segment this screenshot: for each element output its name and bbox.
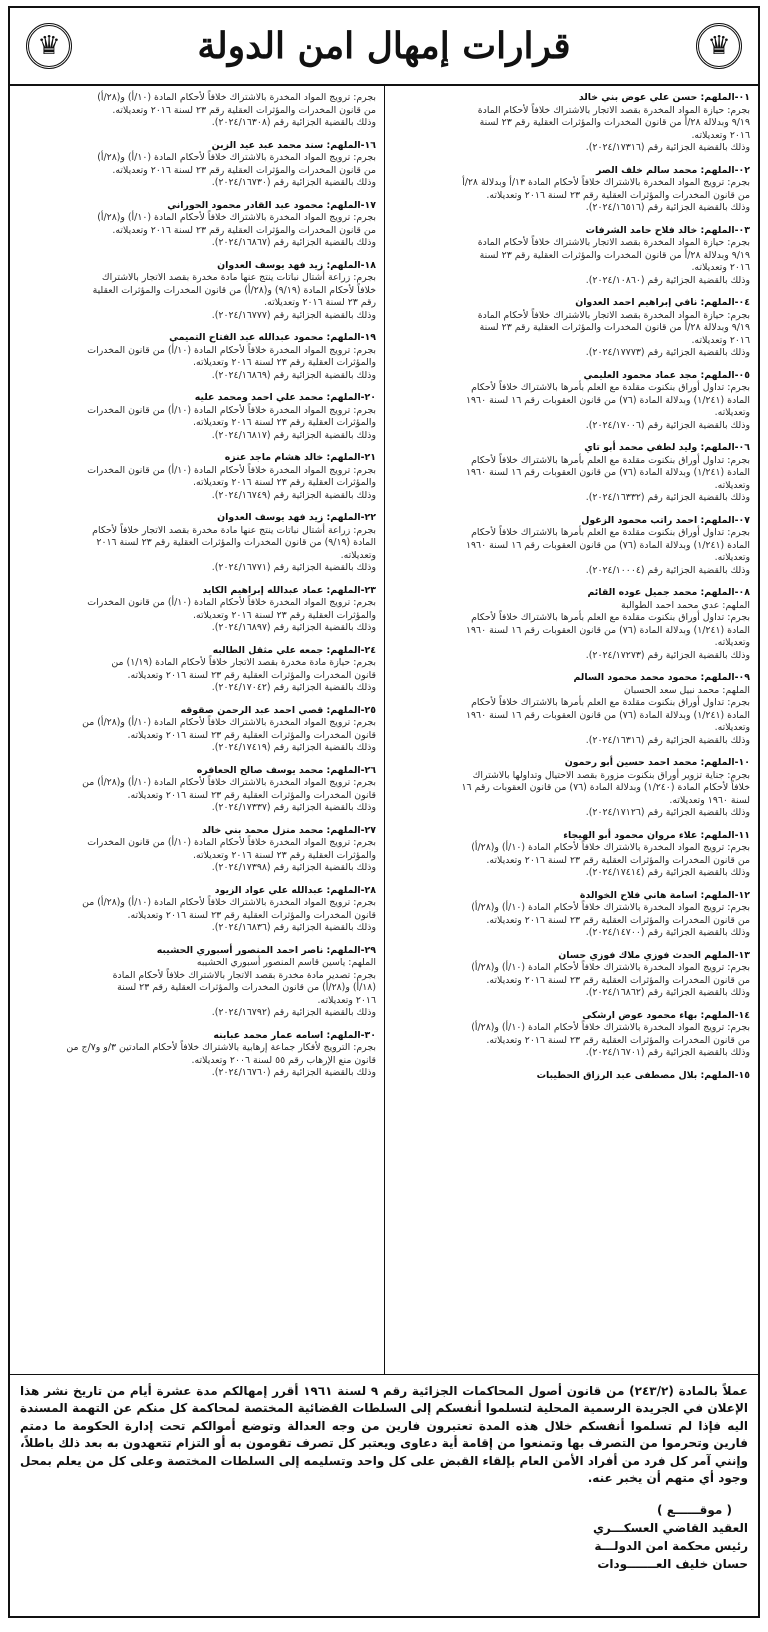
notice-entry [18,585,376,635]
defendant-name: ٢٨-الملهم: عبدالله علي عواد الزيود [214,884,376,896]
entry-text-line: خلافاً لأحكام المادة (٩/١٩) و(٢٨/أ) من قانون المخدرات والمؤثرات العقلية [92,284,376,296]
entry-text-line: وذلك بالقضية الجزائية رقم (٢٠٢٤/١٦٧٣٠). [211,177,376,188]
defendant-name: ٢٤-الملهم: جمعه علي مثقل الطالبه [212,644,376,656]
notice-footer [10,1375,758,1573]
entry-text-line: وذلك بالقضية الجزائية رقم (٢٠٢٤/١٦٧٩٢). [211,1007,376,1018]
entry-text-line: وذلك بالقضية الجزائية رقم (٢٠٢٤/١٦٧٧٧). [211,309,376,321]
entry-text-line: بجرم: تداول أوراق بنكنوت مقلدة مع العلم بأمرها بالاشتراك خلافاً لأحكام [471,382,750,393]
notice-header [10,8,758,86]
defendant-name: ١٠-الملهم: محمد احمد حسين أبو رحمون [564,757,750,768]
entry-text-line: المادة (١/٢٤١) وبدلالة المادة (٧٦) من قانون العقوبات رقم ١٦ لسنة ١٩٦٠ [465,394,750,406]
notice-entry [393,757,750,820]
entry-text-line: وتعديلاته. [340,549,376,561]
entry-text-line: والمؤثرات العقلية رقم ٢٣ لسنة ٢٠١٦ وتعديلاته. [192,849,376,861]
notice-entry [18,260,376,323]
entry-text-line: بجرم: تداول أوراق بنكنوت مقلدة مع العلم بأمرها بالاشتراك خلافاً لأحكام [471,527,750,538]
defendant-name: ١١-الملهم: علاء مروان محمود أبو الهيجاء [563,829,750,841]
entry-text-line: بجرم: ترويج المواد المخدرة بالاشتراك خلافاً لأحكام المادة (١٠/أ) و(٢٨/أ) من [82,777,376,788]
entry-text-line: وذلك بالقضية الجزائية رقم (٢٠٢٤/١٧٧٧٣). [585,347,750,358]
entry-text-line: وذلك بالقضية الجزائية رقم (٢٠٢٤/١٦٧٤٩). [211,489,376,501]
defendant-name: ٣٠-الملهم: اسامه عمار محمد عبابنه [213,1029,376,1041]
entry-text-line: بجرم: تداول أوراق بنكنوت مقلدة مع العلم بأمرها بالاشتراك خلافاً لأحكام [471,612,750,623]
notice-entry [18,512,376,575]
entry-text-line: بجرم: ترويج المواد المخدرة بالاشتراك خلافاً لأحكام المادة (١٠/أ) و(٢٨/أ) [97,152,376,163]
entry-text-line: والمؤثرات العقلية رقم ٢٣ لسنة ٢٠١٦ وتعديلاته. [192,417,376,428]
crown-emblem-icon: ♛ [696,23,742,69]
notice-entry [18,140,376,190]
entry-text-line: بجرم: حيازة المواد المخدرة بقصد الاتجار بالاشتراك خلافاً لأحكام المادة [477,104,750,116]
notice-entry [393,830,750,880]
defendant-name: ٢٧-الملهم: محمد منزل محمد بني خالد [202,824,376,836]
right-column [384,86,758,1374]
entry-text-line: رقم ٢٣ لسنة ٢٠١٦ وتعديلاته. [264,297,376,308]
entry-text-line: وذلك بالقضية الجزائية رقم (٢٠٢٤/١٠٠٠٤). [585,564,750,576]
entry-text-line: قانون منع الإرهاب رقم ٥٥ لسنة ٢٠٠٦ وتعديلاته. [191,1054,376,1066]
entries-columns [10,86,758,1375]
defendant-name: ٠٤-الملهم: نافي إبراهيم احمد العدوان [575,297,750,308]
entry-text-line: بجرم: ترويج المواد المخدرة بالاشتراك خلافاً لأحكام المادة ١٣/أ وبدلالة ٢٨/أ [462,177,750,188]
defendant-name: ١٩-الملهم: محمود عبدالله عبد الفتاح التميمي [169,332,376,343]
entry-text-line: والمؤثرات العقلية رقم ٢٣ لسنة ٢٠١٦ وتعديلاته. [192,609,376,621]
entry-text-line: المادة (١/٢٤١) وبدلالة المادة (٧٦) من قانون العقوبات رقم ١٦ لسنة ١٩٦٠ [465,624,750,636]
entry-text-line: بجرم: ترويج المواد المخدرة خلافاً لأحكام المادة (١٠/أ) من قانون المخدرات [87,344,376,356]
entry-text-line: قانون المخدرات والمؤثرات العقلية رقم ٢٣ لسنة ٢٠١٦ وتعديلاته. [127,729,376,741]
defendant-name: ١٣-الملهم الحدث فوزي ملاك فوزي حسان [558,949,750,961]
entry-text-line: وتعديلاته. [714,722,750,733]
notice-entry [18,92,376,130]
entry-text-line: وتعديلاته. [714,407,750,418]
notice-entry [18,1030,376,1080]
entry-text-line: وذلك بالقضية الجزائية رقم (٢٠٢٤/١٦٣٠٨). [211,117,376,128]
entry-text-line: بجرم: ترويج المواد المخدرة خلافاً لأحكام المادة (١٠/أ) من قانون المخدرات [87,464,376,476]
entry-text-line: قانون المخدرات والمؤثرات العقلية رقم ٢٣ لسنة ٢٠١٦ وتعديلاته. [127,909,376,921]
signer-name: حسان خليف العـــــــودات [597,1557,748,1572]
entry-text-line: وذلك بالقضية الجزائية رقم (٢٠٢٤/١٦٨١٧). [211,429,376,441]
entry-text-line: وذلك بالقضية الجزائية رقم (٢٠٢٤/١٧١٢٦). [585,807,750,818]
notice-entry [18,645,376,695]
page-title: قرارات إمهال امن الدولة [197,25,571,67]
entry-text-line: وذلك بالقضية الجزائية رقم (٢٠٢٤/١٦٣٣٢). [585,492,750,503]
entry-text-line: لسنة ١٩٦٠ وتعديلاته. [669,794,750,806]
signature-block [20,1501,748,1573]
entry-text-line: المادة (١/٢٤١) وبدلالة المادة (٧٦) من قانون العقوبات رقم ١٦ لسنة ١٩٦٠ [465,709,750,721]
entry-text-line: الملهم: محمد نبيل سعد الحسبان [623,684,750,696]
defendant-name: ٠٢-الملهم: محمد سالم خلف الصر [596,164,750,176]
notice-entry [18,945,376,1020]
notice-entry [393,515,750,578]
entry-text-line: وذلك بالقضية الجزائية رقم (٢٠٢٤/١٦٨٦٧). [211,237,376,248]
defendant-name: ٢٣-الملهم: عماد عبدالله إبراهيم الكايد [202,584,376,596]
footer-paragraph: عملاً بالمادة (٢٤٣/٢) من قانون أصول المحاكمات الجزائية رقم ٩ لسنة ١٩٦١ أقرر إمهالكم مدة عشرة أيام من تاريخ نشر هذا الإعلان في الجريدة الرسمية المحلية لتسلموا أنفسكم إلى السلطات القضائية المختصة لمحاكمة كل منكم عن التهمة المسندة اليه فإذا لم تسلموا أنفسكم خلال هذه المدة تعتبرون فارين من وجه العدالة وتوضع أموالكم تحت إدارة الحكومة ما دمتم فارين وتحرموا من التصرف بها وتمنعوا من إقامة أية دعاوى ويعتبر كل تصرف تقومون به أو التزام تتعهدون به بعد ذلك باطلاً، وإنني آمر كل فرد من أفراد الأمن العام بإلقاء القبض على كل واحد وتسليمه إلى السلطات المختصة وعلى كل من يعلم بمحل وجود أي متهم أن يخبر عنه. [20,1384,748,1485]
entry-text-line: وذلك بالقضية الجزائية رقم (٢٠٢٤/١٦٥١٦). [585,202,750,213]
defendant-name: ٠٦-الملهم: وليد لطفي محمد أبو تاي [584,442,750,453]
entry-text-line: ٢٠١٦ وتعديلاته. [691,129,750,141]
defendant-name: ٢٢-الملهم: زيد فهد يوسف العدوان [217,512,376,523]
entry-text-line: ٢٠١٦ وتعديلاته. [691,262,750,273]
defendant-name: ٠٣-الملهم: خالد فلاح حامد الشرفات [585,224,750,236]
defendant-name: ١٨-الملهم: زيد فهد يوسف العدوان [217,259,376,271]
entry-text-line: ٢٠١٦ وتعديلاته. [691,334,750,346]
notice-entry [393,587,750,662]
entry-text-line: قانون المخدرات والمؤثرات العقلية رقم ٢٣ لسنة ٢٠١٦ وتعديلاته. [127,789,376,801]
entry-text-line: من قانون المخدرات والمؤثرات العقلية رقم ٢٣ لسنة ٢٠١٦ وتعديلاته. [112,104,376,116]
notice-entry [393,297,750,360]
notice-entry [18,452,376,502]
notice-entry [393,890,750,940]
entry-text-line: من قانون المخدرات والمؤثرات العقلية رقم ٢٣ لسنة ٢٠١٦ وتعديلاته. [486,189,750,201]
entry-text-line: بجرم: ترويج المواد المخدرة بالاشتراك خلافاً لأحكام المادة (١٠/أ) و(٢٨/أ) [471,842,750,853]
entry-text-line: وذلك بالقضية الجزائية رقم (٢٠٢٤/١٧٠٤٢). [211,682,376,693]
entry-text-line: بجرم: جناية تزوير أوراق بنكنوت مزورة بقصد الاحتيال وتداولها بالاشتراك [472,769,750,781]
defendant-name: ٢٦-الملهم: محمد يوسف صالح الحعافره [196,764,376,776]
entry-text-line: بجرم: الترويج لأفكار جماعة إرهابية بالاشتراك خلافاً لأحكام المادتين ٣/و و٧/ج من [66,1042,376,1053]
defendant-name: ٠٧-الملهم: احمد راتب محمود الزغول [581,514,750,526]
entry-text-line: الملهم: ياسين قاسم المنصور أسبوري الحشيبه [196,957,376,968]
entry-text-line: بجرم: ترويج المواد المخدرة خلافاً لأحكام المادة (١٠/أ) من قانون المخدرات [87,837,376,848]
entry-text-line: من قانون المخدرات والمؤثرات العقلية رقم ٢٣ لسنة ٢٠١٦ وتعديلاته. [112,164,376,176]
entry-text-line: بجرم: ترويج المواد المخدرة خلافاً لأحكام المادة (١٠/أ) من قانون المخدرات [87,597,376,608]
notice-entry [393,1010,750,1060]
entry-text-line: المادة (١/٢٤١) وبدلالة المادة (٧٦) من قانون العقوبات رقم ١٦ لسنة ١٩٦٠ [465,467,750,478]
entry-text-line: وذلك بالقضية الجزائية رقم (٢٠٢٤/١٧٤١٤). [585,867,750,878]
entry-text-line: بجرم: زراعة أشتال نباتات ينتج عنها مادة مخدرة بقصد الاتجار خلافاً لأحكام [92,524,376,536]
defendant-name: ٢١-الملهم: خالد هشام ماجد عنزه [224,452,376,463]
entry-text-line: بجرم: ترويج المواد المخدرة بالاشتراك خلافاً لأحكام المادة (١٠/أ) و(٢٨/أ) [97,212,376,223]
entry-text-line: وتعديلاته. [714,637,750,648]
entry-text-line: بجرم: ترويج المواد المخدرة بالاشتراك خلافاً لأحكام المادة (١٠/أ) و(٢٨/أ) [471,962,750,973]
entry-text-line: بجرم: ترويج المواد المخدرة بالاشتراك خلافاً لأحكام المادة (١٠/أ) و(٢٨/أ) [97,92,376,103]
defendant-name: ٢٩-الملهم: ناصر احمد المنصور أسبوري الحشيبه [156,944,376,956]
notice-entry [393,225,750,288]
entry-text-line: وذلك بالقضية الجزائية رقم (٢٠٢٤/١٦٨٦٢). [585,987,750,998]
notice-entry [18,885,376,935]
entry-text-line: وذلك بالقضية الجزائية رقم (٢٠٢٤/١٦٣١٦). [585,734,750,746]
entry-text-line: من قانون المخدرات والمؤثرات العقلية رقم ٢٣ لسنة ٢٠١٦ وتعديلاته. [486,1034,750,1046]
entry-text-line: بجرم: حيازة المواد المخدرة بقصد الاتجار بالاشتراك خلافاً لأحكام المادة [477,237,750,248]
entry-text-line: بجرم: ترويج المواد المخدرة بالاشتراك خلافاً لأحكام المادة (١٠/أ) و(٢٨/أ) من [82,717,376,728]
notice-entry [393,1070,750,1083]
notice-entry [393,165,750,215]
notice-entry [393,370,750,433]
notice-entry [393,950,750,1000]
entry-text-line: وذلك بالقضية الجزائية رقم (٢٠٢٤/١٧٣٣٧). [211,802,376,813]
entry-text-line: من قانون المخدرات والمؤثرات العقلية رقم ٢٣ لسنة ٢٠١٦ وتعديلاته. [486,854,750,866]
signer-rank: العقيد القاضي العسكـــري [592,1521,748,1536]
entry-text-line: وذلك بالقضية الجزائية رقم (٢٠٢٤/١٤٧٠٠). [585,927,750,938]
entry-text-line: والمؤثرات العقلية رقم ٢٣ لسنة ٢٠١٦ وتعديلاته. [192,477,376,488]
notice-entry [18,392,376,442]
entry-text-line: ٢٠١٦ وتعديلاته. [317,994,376,1006]
signed-label: ( موقــــــع ) [657,1503,732,1518]
entry-text-line: المادة (١/٢٤١) وبدلالة المادة (٧٦) من قانون العقوبات رقم ١٦ لسنة ١٩٦٠ [465,539,750,551]
entry-text-line: من قانون المخدرات والمؤثرات العقلية رقم ٢٣ لسنة ٢٠١٦ وتعديلاته. [486,914,750,926]
notice-entry [393,442,750,505]
entry-text-line: وذلك بالقضية الجزائية رقم (٢٠٢٤/١٦٧٦٠). [211,1067,376,1078]
entry-text-line: خلافاً لأحكام المادة (١/٢٤٠) وبدلالة المادة (٧٦) من قانون العقوبات رقم ١٦ [461,782,750,793]
entry-text-line: بجرم: ترويج المواد المخدرة بالاشتراك خلافاً لأحكام المادة (١٠/أ) و(٢٨/أ) [471,902,750,913]
entry-text-line: وذلك بالقضية الجزائية رقم (٢٠٢٤/١٧٢٧٣). [585,649,750,661]
defendant-name: ٠٩-الملهم: محمود محمد محمود السالم [573,672,750,683]
entry-text-line: من قانون المخدرات والمؤثرات العقلية رقم ٢٣ لسنة ٢٠١٦ وتعديلاته. [112,224,376,236]
defendant-name: ٢٠-الملهم: محمد علي احمد ومحمد عليه [194,392,376,403]
signer-title: رئيس محكمة امن الدولـــة [594,1539,748,1554]
entry-text-line: بجرم: ترويج المواد المخدرة خلافاً لأحكام المادة (١٠/أ) من قانون المخدرات [87,404,376,416]
defendant-name: ٠٨-الملهم: محمد جميل عوده القائم [587,587,750,598]
notice-page [8,6,760,1618]
entry-text-line: بجرم: زراعة أشتال نباتات ينتج عنها مادة مخدرة بقصد الاتجار بالاشتراك [101,272,376,283]
entry-text-line: ٩/١٩ وبدلالة ٢٨/أ من قانون المخدرات والمؤثرات العقلية رقم ٢٣ لسنة [479,249,750,261]
entry-text-line: المادة (٩/١٩) من قانون المخدرات والمؤثرات العقلية رقم ٢٣ لسنة ٢٠١٦ [96,537,376,548]
notice-entry [18,765,376,815]
defendant-name: ١٦-الملهم: سند محمد عبد عيد الزبن [211,139,376,151]
entry-text-line: وذلك بالقضية الجزائية رقم (٢٠٢٤/١٦٨٦٩). [211,369,376,381]
entry-text-line: قانون المخدرات والمؤثرات العقلية رقم ٢٣ لسنة ٢٠١٦ وتعديلاته. [127,669,376,681]
entry-text-line: وذلك بالقضية الجزائية رقم (٢٠٢٤/١٧٣٩٨). [211,862,376,873]
entry-text-line: بجرم: ترويج المواد المخدرة بالاشتراك خلافاً لأحكام المادة (١٠/أ) و(٢٨/أ) من [82,897,376,908]
entry-text-line: بجرم: حيازة مادة مخدرة بقصد الاتجار خلافاً لأحكام المادة (١/١٩) من [111,657,376,668]
defendant-name: ٠٥-الملهم: مجد عماد محمود العليمي [583,369,750,381]
defendant-name: ٢٥-الملهم: قصي احمد عبد الرحمن صقوقه [180,704,376,716]
defendant-name: ٠١-الملهم: حسن علي عوض بني خالد [578,92,750,103]
defendant-name: ١٧-الملهم: محمود عبد القادر محمود الحوراني [167,199,376,211]
entry-text-line: (١٨/أ) و(٢٨/أ) من قانون المخدرات والمؤثرات العقلية رقم ٢٣ لسنة [117,982,376,993]
entry-text-line: بجرم: تصدير مادة مخدرة بقصد الاتجار بالاشتراك خلافاً لأحكام المادة [112,969,376,981]
notice-entry [393,92,750,155]
entry-text-line: الملهم: عدي محمد احمد الطوالبة [621,599,750,611]
entry-text-line: وذلك بالقضية الجزائية رقم (٢٠٢٤/١٧٣١٦). [585,142,750,153]
entry-text-line: وذلك بالقضية الجزائية رقم (٢٠٢٤/١٦٧٧١). [211,562,376,573]
entry-text-line: ٩/١٩ وبدلالة ٢٨/أ من قانون المخدرات والمؤثرات العقلية رقم ٢٣ لسنة [479,322,750,333]
entry-text-line: ٩/١٩ وبدلالة ٢٨/أ من قانون المخدرات والمؤثرات العقلية رقم ٢٣ لسنة [479,117,750,128]
entry-text-line: والمؤثرات العقلية رقم ٢٣ لسنة ٢٠١٦ وتعديلاته. [192,357,376,368]
entry-text-line: وتعديلاته. [714,479,750,491]
entry-text-line: من قانون المخدرات والمؤثرات العقلية رقم ٢٣ لسنة ٢٠١٦ وتعديلاته. [486,974,750,986]
notice-entry [18,705,376,755]
notice-entry [18,200,376,250]
notice-entry [393,672,750,747]
entry-text-line: وتعديلاته. [714,552,750,563]
entry-text-line: وذلك بالقضية الجزائية رقم (٢٠٢٤/١٦٨٩٧). [211,622,376,633]
entry-text-line: وذلك بالقضية الجزائية رقم (٢٠٢٤/١٦٨٣٦). [211,922,376,933]
entry-text-line: وذلك بالقضية الجزائية رقم (٢٠٢٤/١٧٠٠٦). [585,419,750,431]
entry-text-line: وذلك بالقضية الجزائية رقم (٢٠٢٤/١٠٨٦٠). [585,274,750,286]
entry-text-line: وذلك بالقضية الجزائية رقم (٢٠٢٤/١٧٤١٩). [211,742,376,753]
entry-text-line: بجرم: ترويج المواد المخدرة بالاشتراك خلافاً لأحكام المادة (١٠/أ) و(٢٨/أ) [471,1022,750,1033]
defendant-name: ١٤-الملهم: بهاء محمود عوض ارشكى [582,1009,750,1021]
notice-entry [18,825,376,875]
left-column [10,86,384,1374]
entry-text-line: بجرم: حيازة المواد المخدرة بقصد الاتجار بالاشتراك خلافاً لأحكام المادة [477,309,750,321]
defendant-name: ١٥-الملهم: بلال مصطفى عبد الرزاق الحطيبات [536,1069,750,1081]
notice-entry [18,332,376,382]
entry-text-line: وذلك بالقضية الجزائية رقم (٢٠٢٤/١٦٧٠١). [585,1047,750,1058]
crown-emblem-icon: ♛ [26,23,72,69]
entry-text-line: بجرم: تداول أوراق بنكنوت مقلدة مع العلم بأمرها بالاشتراك خلافاً لأحكام [471,454,750,466]
defendant-name: ١٢-الملهم: اسامة هاني فلاح الخوالدة [579,889,750,901]
entry-text-line: بجرم: تداول أوراق بنكنوت مقلدة مع العلم بأمرها بالاشتراك خلافاً لأحكام [471,697,750,708]
